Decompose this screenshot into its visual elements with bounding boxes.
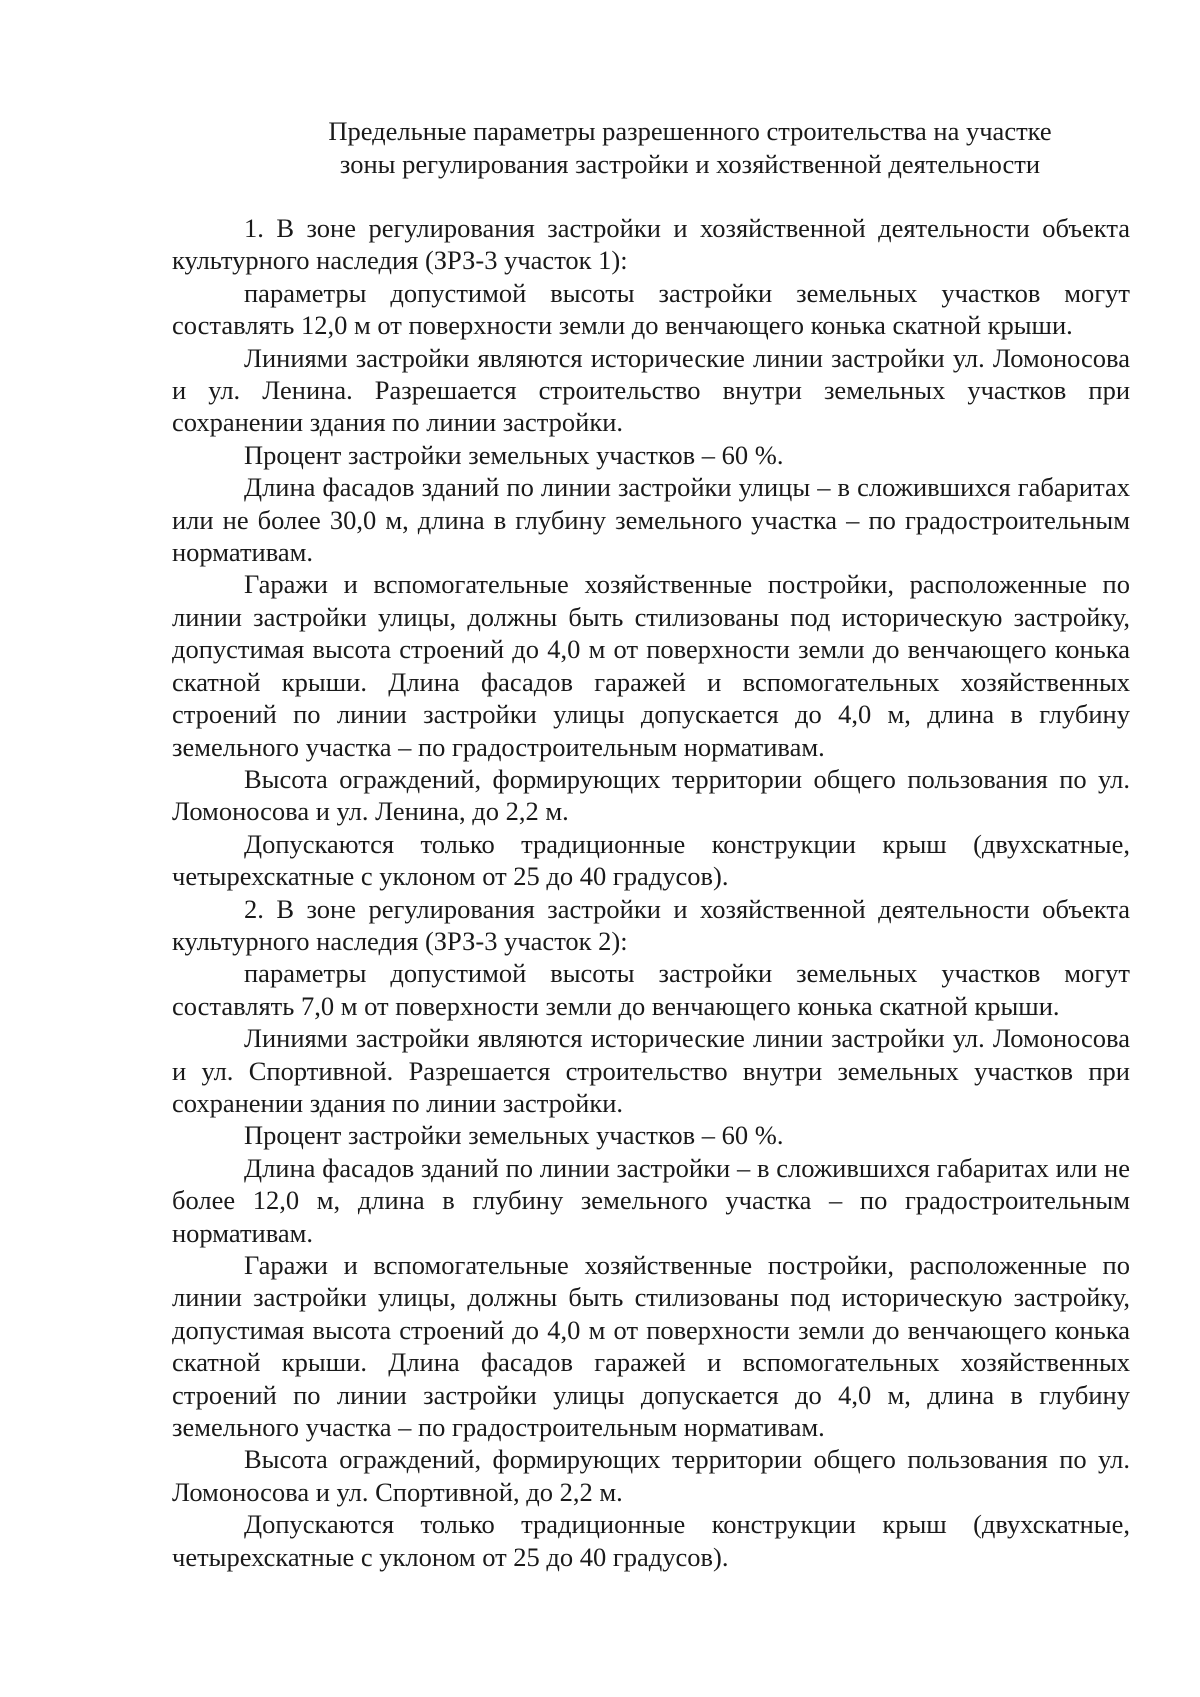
document-body — [172, 212, 1130, 1573]
section-1-fence-height: Высота ограждений, формирующих территории общего пользования по ул. Ломоносова и ул. Ленина, до 2,2 м. — [172, 763, 1130, 827]
section-1-roof-types: Допускаются только традиционные конструкции крыш (двухскатные, четырехскатные с уклоном от 25 до 40 градусов). — [172, 828, 1130, 892]
section-1-heading: 1. В зоне регулирования застройки и хозяйственной деятельности объекта культурного наследия (ЗРЗ-3 участок 1): — [172, 213, 1130, 276]
section-2-roof-types: Допускаются только традиционные конструкции крыш (двухскатные, четырехскатные с уклоном от 25 до 40 градусов). — [172, 1509, 1130, 1572]
section-2-coverage-percent: Процент застройки земельных участков – 60 %. — [244, 1120, 784, 1151]
section-2-facade-length: Длина фасадов зданий по линии застройки – в сложившихся габаритах или не более 12,0 м, длина в глубину земельного участка – по градостроительным нормативам. — [172, 1152, 1130, 1248]
document-title — [300, 115, 1080, 181]
title-line-1: Предельные параметры разрешенного строительства на участке — [328, 116, 1052, 146]
section-1-facade-length: Длина фасадов зданий по линии застройки улицы – в сложившихся габаритах или не более 30,0 м, длина в глубину земельного участка – по градостроительным нормативам. — [172, 472, 1130, 568]
section-1-building-lines: Линиями застройки являются исторические линии застройки ул. Ломоносова и ул. Ленина. Разрешается строительство внутри земельных участков при сохранении здания по линии застройки. — [172, 342, 1130, 438]
section-2-height-parameters: параметры допустимой высоты застройки земельных участков могут составлять 7,0 м от поверхности земли до венчающего конька скатной крыши. — [172, 958, 1130, 1021]
section-1-height-parameters: параметры допустимой высоты застройки земельных участков могут составлять 12,0 м от поверхности земли до венчающего конька скатной крыши. — [172, 277, 1130, 341]
section-2-heading: 2. В зоне регулирования застройки и хозяйственной деятельности объекта культурного наследия (ЗРЗ-3 участок 2): — [172, 893, 1130, 956]
section-2-garages: Гаражи и вспомогательные хозяйственные постройки, расположенные по линии застройки улицы, должны быть стилизованы под историческую застройку, допустимая высота строений до 4,0 м от поверхности земли до венчающего конька скатной крыши. Длина фасадов гаражей и вспомогательных хозяйственных строений по линии застройки улицы допускается до 4,0 м, длина в глубину земельного участка – по градостроительным нормативам. — [172, 1250, 1130, 1443]
title-line-2: зоны регулирования застройки и хозяйственной деятельности — [339, 149, 1041, 179]
section-2-fence-height: Высота ограждений, формирующих территории общего пользования по ул. Ломоносова и ул. Спортивной, до 2,2 м. — [172, 1444, 1130, 1507]
section-1-garages: Гаражи и вспомогательные хозяйственные постройки, расположенные по линии застройки улицы, должны быть стилизованы под историческую застройку, допустимая высота строений до 4,0 м от поверхности земли до венчающего конька скатной крыши. Длина фасадов гаражей и вспомогательных хозяйственных строений по линии застройки улицы допускается до 4,0 м, длина в глубину земельного участка – по градостроительным нормативам. — [172, 569, 1130, 762]
section-1-coverage-percent: Процент застройки земельных участков – 60 %. — [244, 439, 784, 470]
section-2-building-lines: Линиями застройки являются исторические линии застройки ул. Ломоносова и ул. Спортивной. Разрешается строительство внутри земельных участков при сохранении здания по линии застройки. — [172, 1023, 1130, 1118]
